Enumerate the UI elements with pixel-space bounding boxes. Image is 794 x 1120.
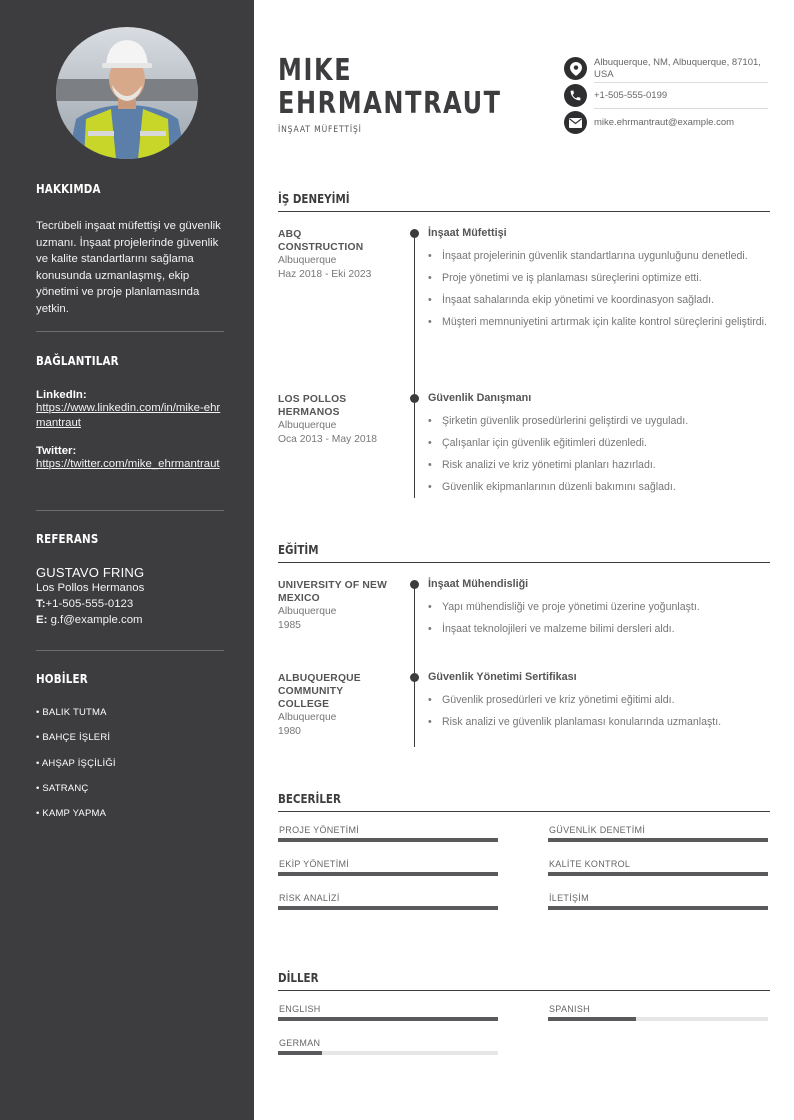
language-bar-fill [278,1017,498,1021]
phone-text: +1-505-555-0199 [594,89,668,101]
first-name: MIKE [278,53,353,88]
bullet-item: • Yapı mühendisliği ve proje yönetimi üzerine yoğunlaştı. [428,600,768,615]
timeline-line [414,583,415,747]
bullet-list [428,693,768,730]
hobby-label: BALIK TUTMA [42,707,107,718]
org-name: MEXICO [278,593,320,604]
bullet-item: • İnşaat teknolojileri ve malzeme bilimi dersleri aldı. [428,622,768,637]
envelope-icon [564,111,587,134]
bullet-list [428,414,768,495]
skill-item [278,893,498,910]
hobby-label: BAHÇE İŞLERİ [42,732,111,744]
about-text: Tecrübeli inşaat müfettişi ve güvenlik uzmanı. İnşaat projelerinde güvenlik ve kalite standartlarını sağlama konusunda uzmanlaşmış, ekip yönetimi ve proje planlamasında yetkin. [36,220,221,315]
language-item [548,1004,768,1021]
language-item [278,1038,498,1055]
org-name: CONSTRUCTION [278,242,364,253]
reference-email-value: g.f@example.com [50,614,143,626]
last-name: EHRMANTRAUT [278,86,502,121]
about-title: HAKKIMDA [36,182,101,196]
bullet-item: • Çalışanlar için güvenlik eğitimleri düzenledi. [428,436,768,451]
timeline-dot [410,229,419,238]
language-bar-track [278,1017,498,1021]
skill-bar-fill [278,838,498,842]
org-name: COLLEGE [278,699,330,710]
org-year: 1980 [278,725,301,737]
org-location: Albuquerque [278,606,337,617]
reference-name: GUSTAVO FRING [36,565,145,580]
hobby-label: KAMP YAPMA [42,808,107,820]
address-text: Albuquerque, NM, Albuquerque, 87101, USA [594,57,761,80]
language-bar-fill [548,1017,636,1021]
skill-bar-fill [548,872,768,876]
org-name: ABQ [278,229,302,240]
reference-email [36,612,224,628]
skill-bar-fill [278,872,498,876]
sidebar-divider [36,510,224,511]
bullet-item: • Risk analizi ve güvenlik planlaması konularında uzmanlaştı. [428,715,768,730]
experience-detail [428,227,768,337]
bullet-item: • Güvenlik ekipmanlarının düzenli bakımını sağladı. [428,480,768,495]
org-location: Albuquerque [278,255,337,266]
email-text: mike.ehrmantraut@example.com [594,116,735,128]
timeline-dot [410,394,419,403]
sidebar-divider [36,650,224,651]
language-bar-fill [278,1051,322,1055]
section-divider [278,211,770,212]
hobby-item: • BAHÇE İŞLERİ [36,732,111,744]
reference-title: REFERANS [36,532,99,546]
experience-org [278,228,402,281]
skill-name: KALİTE KONTROL [549,859,631,869]
bullet-item: • Proje yönetimi ve iş planlaması süreçlerini optimize etti. [428,271,768,286]
hobby-item: • BALIK TUTMA [36,707,107,718]
twitter-label: Twitter: [36,445,77,457]
reference-company: Los Pollos Hermanos [36,582,145,594]
language-bar-track [548,1017,768,1021]
org-dates: Oca 2013 - May 2018 [278,433,378,445]
profile-photo [56,27,198,159]
skill-item [278,859,498,876]
bullet-item: • İnşaat sahalarında ekip yönetimi ve koordinasyon sağladı. [428,293,768,308]
twitter-url[interactable]: https://twitter.com/mike_ehrmantraut [36,458,220,470]
about-section [36,182,224,317]
links-section [36,354,224,472]
language-name: SPANISH [549,1004,590,1014]
education-detail [428,671,768,737]
person-name [278,54,502,120]
skill-bar-track [548,906,768,910]
hobbies-section [36,672,224,833]
section-divider [278,990,770,991]
skill-bar-track [548,838,768,842]
degree-title: Güvenlik Yönetimi Sertifikası [428,671,577,683]
org-name: HERMANOS [278,407,340,418]
hobby-label: SATRANÇ [42,782,89,794]
bullet-item: • İnşaat projelerinin güvenlik standartlarına uygunluğunu denetledi. [428,249,768,264]
org-name: UNIVERSITY OF NEW [278,580,388,591]
skill-name: İLETİŞİM [549,893,589,903]
contact-email [564,111,768,134]
skill-item [278,825,498,842]
role-title: İnşaat Müfettişi [428,227,507,239]
skill-bar-track [548,872,768,876]
skill-bar-track [278,838,498,842]
education-org [278,579,402,632]
sidebar [0,0,254,1120]
link-linkedin [36,389,224,431]
linkedin-label: LinkedIn: [36,389,87,401]
skills-title: BECERİLER [278,792,341,806]
reference-phone-label: T: [36,598,46,610]
org-dates: Haz 2018 - Eki 2023 [278,268,372,280]
degree-title: İnşaat Mühendisliği [428,578,529,590]
language-item [278,1004,498,1021]
experience-detail [428,392,768,502]
org-year: 1985 [278,619,301,631]
section-divider [278,811,770,812]
bullet-list [428,249,768,330]
skill-bar-fill [548,906,768,910]
experience-org [278,393,402,446]
skill-name: PROJE YÖNETİMİ [279,825,360,835]
bullet-item: • Güvenlik prosedürleri ve kriz yönetimi eğitimi aldı. [428,693,768,708]
link-twitter [36,445,224,472]
org-location: Albuquerque [278,712,337,723]
timeline-dot [410,673,419,682]
skill-item [548,859,768,876]
reference-section [36,532,224,628]
bullet-item: • Müşteri memnuniyetini artırmak için kalite kontrol süreçlerini geliştirdi. [428,315,768,330]
experience-title: İŞ DENEYİMİ [278,192,350,206]
timeline-line [414,232,415,498]
linkedin-url[interactable]: https://www.linkedin.com/in/mike-ehrmantraut [36,402,221,429]
education-title: EĞİTİM [278,543,319,557]
bullet-item: • Risk analizi ve kriz yönetimi planları hazırladı. [428,458,768,473]
skill-name: RİSK ANALİZİ [279,893,340,903]
location-pin-icon [564,57,587,80]
hobbies-title: HOBİLER [36,672,88,686]
hobby-item: • KAMP YAPMA [36,808,107,820]
job-title: İNŞAAT MÜFETTİŞİ [278,125,362,135]
bullet-list [428,600,768,637]
phone-icon [564,84,587,107]
language-name: ENGLISH [279,1004,321,1014]
org-name: COMMUNITY [278,686,344,697]
org-name: ALBUQUERQUE [278,673,361,684]
education-org [278,672,402,738]
contact-divider [594,82,768,83]
role-title: Güvenlik Danışmanı [428,392,532,404]
profile-photo-image [56,27,198,159]
languages-title: DİLLER [278,971,319,985]
reference-phone [36,596,224,612]
org-name: LOS POLLOS [278,394,347,405]
skill-name: GÜVENLİK DENETİMİ [549,825,646,835]
skill-bar-track [278,872,498,876]
hobby-item: • AHŞAP İŞÇİLİĞİ [36,757,116,769]
org-location: Albuquerque [278,420,337,431]
contact-phone [564,84,768,107]
hobby-label: AHŞAP İŞÇİLİĞİ [41,757,116,769]
education-detail [428,578,768,644]
sidebar-divider [36,331,224,332]
timeline-dot [410,580,419,589]
section-divider [278,562,770,563]
links-title: BAĞLANTILAR [36,354,119,368]
skill-name: EKİP YÖNETİMİ [279,859,350,869]
skill-item [548,825,768,842]
skill-bar-fill [548,838,768,842]
language-name: GERMAN [279,1038,321,1048]
bullet-item: • Şirketin güvenlik prosedürlerini geliştirdi ve uyguladı. [428,414,768,429]
contact-divider [594,108,768,109]
reference-email-label: E: [36,614,48,626]
contact-address [564,57,768,80]
reference-phone-value: +1-505-555-0123 [45,598,134,610]
hobby-item: • SATRANÇ [36,782,89,794]
skill-item [548,893,768,910]
skill-bar-fill [278,906,498,910]
hobby-list [36,707,224,833]
language-bar-track [278,1051,498,1055]
skill-bar-track [278,906,498,910]
